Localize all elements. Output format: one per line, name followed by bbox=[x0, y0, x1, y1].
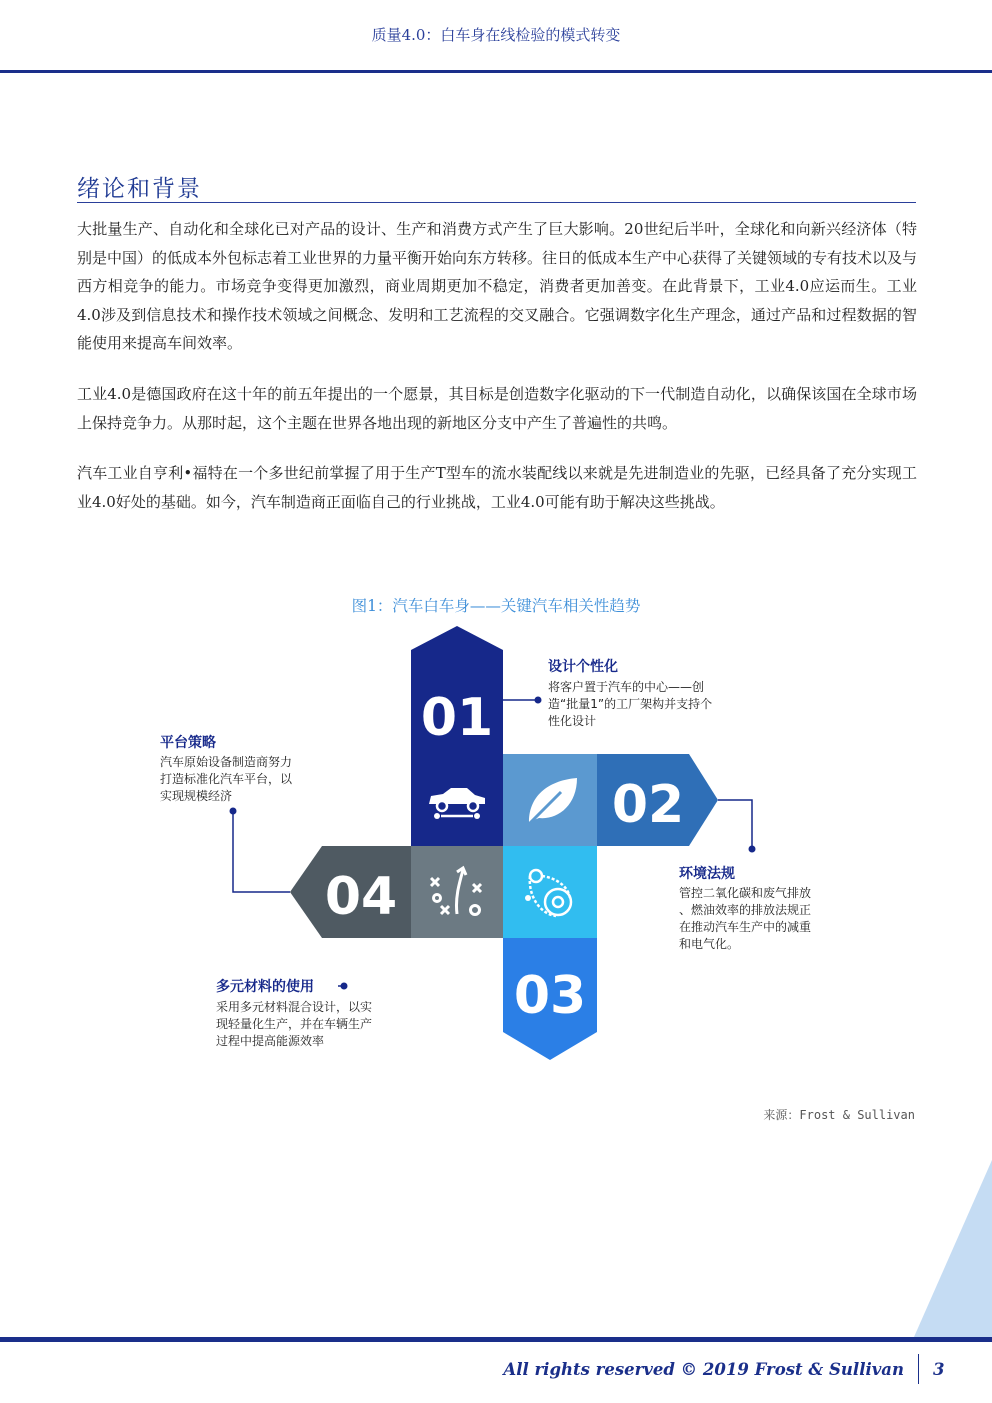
label-02-title: 环境法规 bbox=[679, 866, 735, 882]
arm-04-number: 04 bbox=[324, 867, 398, 927]
footer-divider bbox=[918, 1354, 919, 1384]
label-01-line: 性化设计 bbox=[548, 714, 597, 728]
label-01-line: 造“批量1”的工厂架构并支持个 bbox=[548, 697, 713, 711]
label-01-title: 设计个性化 bbox=[548, 659, 618, 675]
label-04-line: 汽车原始设备制造商努力 bbox=[160, 755, 293, 769]
label-04-title: 平台策略 bbox=[160, 735, 216, 751]
arm-02-number: 02 bbox=[611, 775, 685, 835]
label-02-line: 管控二氧化碳和废气排放 bbox=[679, 886, 812, 900]
label-03-line: 现轻量化生产，并在车辆生产 bbox=[216, 1017, 373, 1031]
label-04-line: 实现规模经济 bbox=[160, 789, 233, 803]
label-04-line: 打造标准化汽车平台，以 bbox=[160, 772, 293, 786]
paragraph-3: 汽车工业自亨利•福特在一个多世纪前掌握了用于生产T型车的流水装配线以来就是先进制造业的先驱，已经具备了充分实现工业4.0好处的基础。如今，汽车制造商正面临自己的行业挑战，工业4.0可能有助于解决这些挑战。 bbox=[77, 464, 917, 511]
label-02-line: 和电气化。 bbox=[679, 937, 740, 951]
footer-rights: All rights reserved © 2019 Frost & Sullivan bbox=[503, 1360, 904, 1379]
figure-title: 图1：汽车白车身——关键汽车相关性趋势 bbox=[351, 597, 641, 615]
label-03-title: 多元材料的使用 bbox=[216, 979, 314, 995]
label-02-line: 、燃油效率的排放法规正 bbox=[679, 903, 812, 917]
paragraph-1: 大批量生产、自动化和全球化已对产品的设计、生产和消费方式产生了巨大影响。20世纪后半叶，全球化和向新兴经济体（特别是中国）的低成本外包标志着工业世界的力量平衡开始向东方转移。往日的低成本生产中心获得了关键领域的专有技术以及与西方相竞争的能力。市场竞争变得更加激烈，商业周期更加不稳定，消费者更加善变。在此背景下，工业4.0应运而生。工业4.0涉及到信息技术和操作技术领域之间概念、发明和工艺流程的交叉融合。它强调数字化生产理念，通过产品和过程数据的智能使用来提高车间效率。 bbox=[77, 220, 918, 352]
label-02-line: 在推动汽车生产中的减重 bbox=[679, 920, 812, 934]
label-03-line: 过程中提高能源效率 bbox=[216, 1034, 325, 1048]
label-01-line: 将客户置于汽车的中心——创 bbox=[548, 680, 705, 694]
arm-03-number: 03 bbox=[513, 966, 587, 1026]
footer-rule bbox=[0, 1337, 992, 1342]
page-number: 3 bbox=[933, 1360, 945, 1379]
figure-source: 来源：Frost & Sullivan bbox=[763, 1108, 915, 1122]
section-heading: 绪论和背景 bbox=[77, 176, 202, 202]
header-title: 质量4.0：白车身在线检验的模式转变 bbox=[371, 26, 621, 44]
arm-01-number: 01 bbox=[420, 688, 494, 748]
paragraph-2: 工业4.0是德国政府在这十年的前五年提出的一个愿景，其目标是创造数字化驱动的下一代制造自动化，以确保该国在全球市场上保持竞争力。从那时起，这个主题在世界各地出现的新地区分支中产生了普遍性的共鸣。 bbox=[77, 385, 917, 432]
label-03-line: 采用多元材料混合设计，以实 bbox=[216, 1000, 373, 1014]
